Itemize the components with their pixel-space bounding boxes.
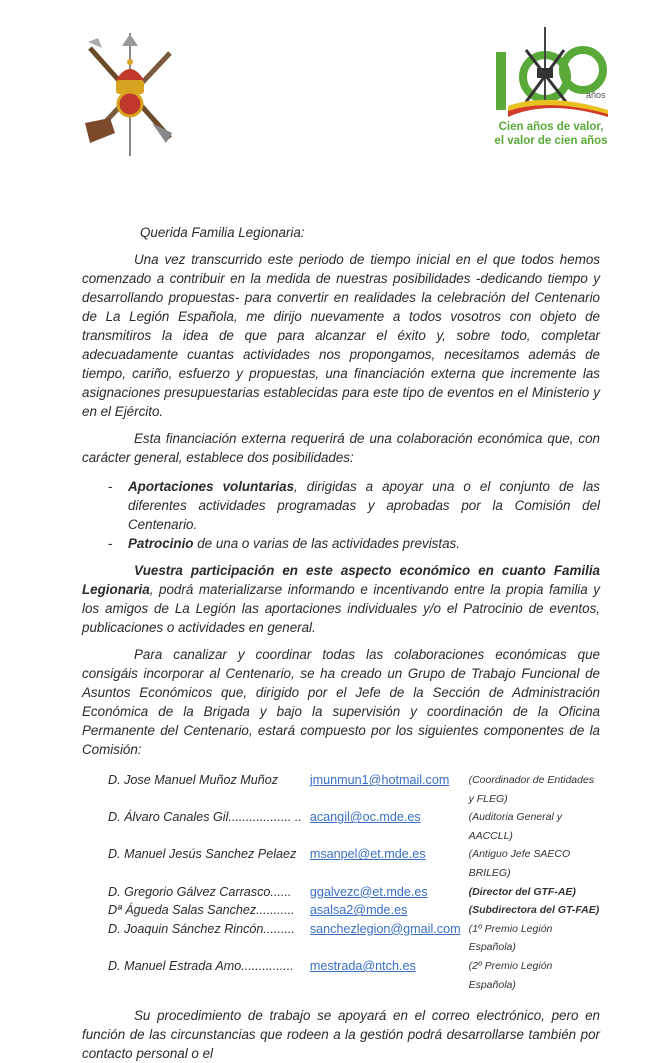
slogan-line-2: el valor de cien años (494, 135, 608, 147)
member-role: (Subdirectora del GT-FAE) (468, 904, 600, 917)
bullet-dash: - (108, 536, 113, 551)
member-email-link[interactable]: ggalvezc@et.mde.es (309, 884, 428, 899)
paragraph-1: Una vez transcurrido este periodo de tiempo inicial en el que todos hemos comenzado a contribuir en la medida de nuestras posibilidades -dedicando tiempo y desarrollando propuestas- para convertir en realidades la celebración del Centenario de La Legión Española, me dirijo nuevamente a todos vosotros con objeto de transmitiros la idea de que para alcanzar el éxito y, sobre todo, completar adecuadamente cuantas actividades nos propongamos, necesitamos además de tiempo, cariño, esfuerzo y propuestas, una financiación externa que incremente las asignaciones presupuestarias establecidas para este tipo de eventos en el Ministerio y en el Ejército. (82, 252, 600, 419)
bullet-item (108, 477, 600, 534)
member-email-link[interactable]: mestrada@ntch.es (309, 958, 416, 973)
member-name: D. Jose Manuel Muñoz Muñoz (108, 773, 279, 787)
greeting: Querida Familia Legionaria: (140, 225, 305, 240)
legion-emblem (70, 28, 190, 158)
member-role: (1º Premio Legión Española) (468, 922, 553, 954)
bullet-text: , dirigidas a apoyar una o el conjunto de las diferentes actividades programadas y aprobadas por la Comisión del Centenario. (128, 479, 601, 532)
member-role: (2º Premio Legión Española) (468, 959, 553, 991)
member-name: D. Manuel Estrada Amo............... (108, 958, 294, 973)
member-role: (Coordinador de Entidades y FLEG) (468, 774, 595, 805)
member-email-link[interactable]: jmunmun1@hotmail.com (309, 773, 450, 787)
members-list (108, 771, 600, 994)
paragraph-3 (82, 561, 600, 637)
letter-body (82, 223, 600, 1063)
member-email-link[interactable]: asalsa2@mde.es (309, 903, 408, 918)
bullet-item (108, 534, 600, 553)
bullet-dash: - (108, 479, 113, 494)
member-email-link[interactable]: acangil@oc.mde.es (309, 810, 421, 825)
member-role: (Auditoria General y AACCLL) (468, 811, 562, 842)
member-name: Dª Águeda Salas Sanchez........... (108, 903, 295, 918)
bullet-bold: Patrocinio (128, 536, 194, 551)
member-role: (Antiguo Jefe SAECO BRILEG) (468, 848, 571, 879)
member-email-link[interactable]: sanchezlegion@gmail.com (309, 921, 461, 936)
paragraph-4: Para canalizar y coordinar todas las colaboraciones económicas que consigáis incorporar al Centenario, se ha creado un Grupo de Trabajo Funcional de Asuntos Económicos que, dirigido por el Jefe de la Sección de Administración Económica de la Brigada y bajo la supervisión y coordinación de la Oficina Permanente del Centenario, estará compuesto por los siguientes componentes de la Comisión: (82, 647, 600, 757)
member-name: D. Manuel Jesús Sanchez Pelaez (108, 847, 297, 862)
bullet-text: de una o varias de las actividades previstas. (193, 536, 460, 551)
member-name: D. Gregorio Gálvez Carrasco...... (108, 884, 292, 899)
centenary-logo (488, 22, 618, 117)
logo-anos-text: años (586, 90, 606, 100)
paragraph-5: Su procedimiento de trabajo se apoyará en el correo electrónico, pero en función de las circunstancias que rodeen a la gestión podrá desarrollarse también por contacto personal o el (82, 1008, 600, 1062)
member-role: (Director del GTF-AE) (468, 885, 576, 898)
bullet-bold: Aportaciones voluntarias (128, 479, 295, 494)
logo-slogan (486, 120, 616, 148)
paragraph-3-text: , podrá materializarse informando e incentivando entre la propia familia y los amigos de La Legión las aportaciones individuales y/o el Patrocinio de eventos, publicaciones o actividades en general. (82, 582, 600, 635)
member-name: D. Joaquin Sánchez Rincón......... (108, 921, 295, 936)
paragraph-2: Esta financiación externa requerirá de una colaboración económica que, con carácter general, establece dos posibilidades: (82, 431, 600, 465)
member-name: D. Álvaro Canales Gil.................. .. (108, 810, 302, 825)
slogan-line-1: Cien años de valor, (498, 121, 604, 133)
member-email-link[interactable]: msanpel@et.mde.es (309, 847, 426, 862)
bullet-list (108, 477, 600, 553)
paragraph-3-bold: Vuestra participación en este aspecto económico en cuanto Familia Legionaria (82, 563, 600, 597)
